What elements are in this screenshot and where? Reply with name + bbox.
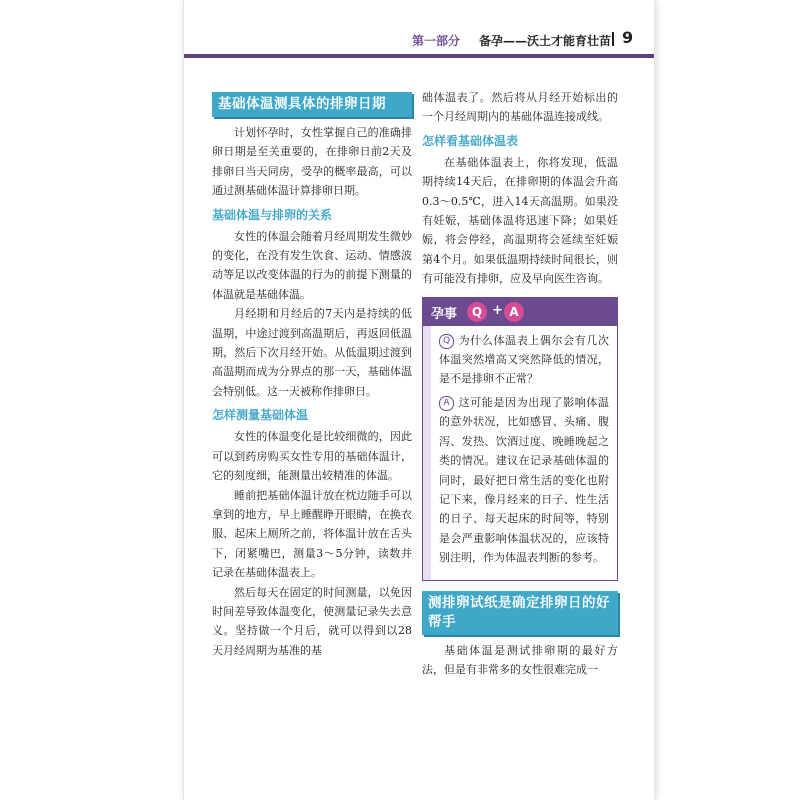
answer-text: 这可能是因为出现了影响体温的意外状况，比如感冒、头痛、腹泻、发热、饮酒过度、晚睡晚起之类的情况。建议在记录基础体温的同时，最好把日常生活的变化也附记下来，像月经来的日子、性生活的日子、每天起床的时间等，特别是会严重影响体温状况的，应该特别注明，作为体温表判断的参考。 <box>439 395 609 565</box>
paragraph: 在基础体温表上，你将发现，低温期持续14天后，在排卵期的体温会升高0.3～0.5℃，进入14天高温期。如果没有妊娠，基础体温将迅速下降；如果妊娠，将会停经，高温期将会延续至妊娠第4个月。如果低温期持续时间很长，则有可能没有排卵，应及早向医生咨询。 <box>422 155 618 286</box>
paragraph: 女性的体温会随着月经周期发生微妙的变化，在没有发生饮食、运动、情感波动等足以改变体温的行为的前提下测量的体温就是基础体温。 <box>212 229 412 301</box>
paragraph: 女性的体温变化是比较细微的，因此可以到药房购买女性专用的基础体温计，它的刻度细，能测量出较精准的体温。 <box>212 430 412 483</box>
header-chapter-title: 备孕——沃土才能育壮苗 <box>479 34 612 48</box>
header-part-label: 第一部分 <box>412 34 461 48</box>
qa-question <box>439 331 609 389</box>
a-badge-icon: A <box>504 302 524 322</box>
paragraph: 然后每天在固定的时间测量，以免因时间差导致体温变化，使测量记录失去意义。坚持做一个月后，就可以得到以28天月经周期为基准的基 <box>212 585 412 657</box>
subheading-how-to-read-chart: 怎样看基础体温表 <box>422 133 519 148</box>
qa-sidebar-box <box>422 297 618 581</box>
q-badge-icon: Q <box>467 302 487 322</box>
right-column <box>422 88 618 679</box>
book-page <box>183 0 655 800</box>
qa-label: 孕事 <box>431 306 458 322</box>
paragraph: 基础体温是测试排卵期的最好方法，但是有非常多的女性很难完成一 <box>422 643 618 676</box>
answer-marker-icon: A <box>439 396 454 411</box>
plus-sign: + <box>492 302 503 318</box>
question-marker-icon: Q <box>439 334 454 349</box>
qa-header <box>423 298 617 326</box>
subheading-how-to-measure: 怎样测量基础体温 <box>212 408 309 423</box>
question-text: 为什么体温表上偶尔会有几次体温突然增高又突然降低的情况，是不是排卵不正常？ <box>439 333 609 386</box>
paragraph: 睡前把基础体温计放在枕边随手可以拿到的地方，早上睡醒睁开眼睛，在换衣服、起床上厕所之前，将体温计放在舌头下，闭紧嘴巴，测量3～5分钟，读数并记录在基础体温表上。 <box>212 488 412 580</box>
qa-answer <box>439 393 609 568</box>
header-divider <box>612 32 614 46</box>
section-title-bbt: 基础体温测具体的排卵日期 <box>212 92 412 117</box>
paragraph: 月经期和月经后的7天内是持续的低温期，中途过渡到高温期后，再返回低温期，然后下次月经开始。从低温期过渡到高温期而成为分界点的那一天，基础体温会特别低。这一天被称作排卵日。 <box>212 307 412 398</box>
section-title-ovulation-strips: 测排卵试纸是确定排卵日的好帮手 <box>422 591 618 635</box>
intro-paragraph: 计划怀孕时，女性掌握自己的准确排卵日期是至关重要的，在排卵日前2天及排卵日当天同房，受孕的概率最高，可以通过测基础体温计算排卵日期。 <box>212 126 412 198</box>
qa-body <box>423 326 617 580</box>
page-number: 9 <box>622 28 634 47</box>
subheading-bbt-ovulation: 基础体温与排卵的关系 <box>212 207 333 222</box>
running-header <box>184 26 654 58</box>
left-column <box>212 92 412 660</box>
continued-paragraph: 础体温表了。然后将从月经开始标出的一个月经周期内的基础体温连接成线。 <box>422 91 618 124</box>
